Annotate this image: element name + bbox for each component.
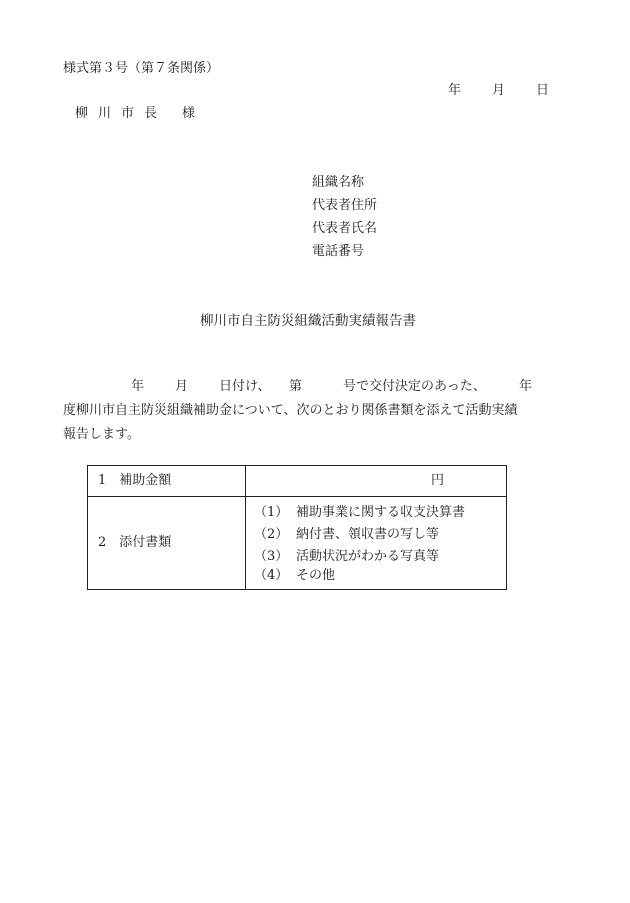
addressee-char: 市 — [121, 106, 135, 121]
body-line-1 — [63, 379, 532, 395]
addressee — [75, 106, 195, 122]
body-line-3: 報告します。 — [63, 427, 140, 442]
representative-address-label: 代表者住所 — [312, 198, 378, 213]
document-title: 柳川市自主防災組織活動実績報告書 — [200, 313, 416, 329]
body-line-2: 度柳川市自主防災組織補助金について、次のとおり関係書類を添えて活動実績 — [63, 403, 518, 418]
phone-number-label: 電話番号 — [312, 244, 365, 259]
list-item-text: 補助事業に関する収支決算書 — [296, 505, 466, 520]
addressee-char: 柳 — [75, 106, 89, 121]
list-item-text: その他 — [296, 568, 336, 583]
date-line — [448, 83, 549, 99]
addressee-char: 様 — [182, 106, 196, 121]
body-number-prefix: 第 — [289, 379, 303, 394]
list-item — [254, 546, 506, 568]
body-day: 日付け、 — [219, 379, 271, 394]
list-item-number: （3） — [254, 549, 289, 564]
addressee-char: 川 — [98, 106, 112, 121]
list-item — [254, 568, 506, 584]
organization-name-label: 組織名称 — [312, 175, 365, 190]
list-item — [254, 502, 506, 524]
attachments-list — [246, 502, 506, 584]
table-row-attachments — [88, 497, 507, 590]
table-row-amount — [88, 466, 507, 497]
addressee-char: 長 — [144, 106, 158, 121]
list-item — [254, 524, 506, 546]
attachments-cell — [246, 497, 507, 590]
subsidy-amount-field: 円 — [246, 466, 507, 497]
attachments-label: 2 添付書類 — [88, 497, 246, 590]
list-item-number: （2） — [254, 527, 289, 542]
date-year: 年 — [448, 83, 462, 98]
body-decision: 号で交付決定のあった、 — [343, 379, 486, 394]
body-year: 年 — [131, 379, 145, 394]
form-number: 様式第３号（第７条関係） — [63, 61, 220, 76]
date-day: 日 — [536, 83, 550, 98]
date-month: 月 — [492, 83, 506, 98]
detail-table — [87, 465, 507, 590]
list-item-number: （1） — [254, 505, 289, 520]
list-item-number: （4） — [254, 568, 289, 583]
list-item-text: 納付書、領収書の写し等 — [296, 527, 440, 542]
subsidy-amount-label: 1 補助金額 — [88, 466, 246, 497]
body-month: 月 — [175, 379, 189, 394]
list-item-text: 活動状況がわかる写真等 — [296, 549, 440, 564]
body-fiscal-year: 年 — [519, 379, 533, 394]
representative-name-label: 代表者氏名 — [312, 221, 378, 236]
